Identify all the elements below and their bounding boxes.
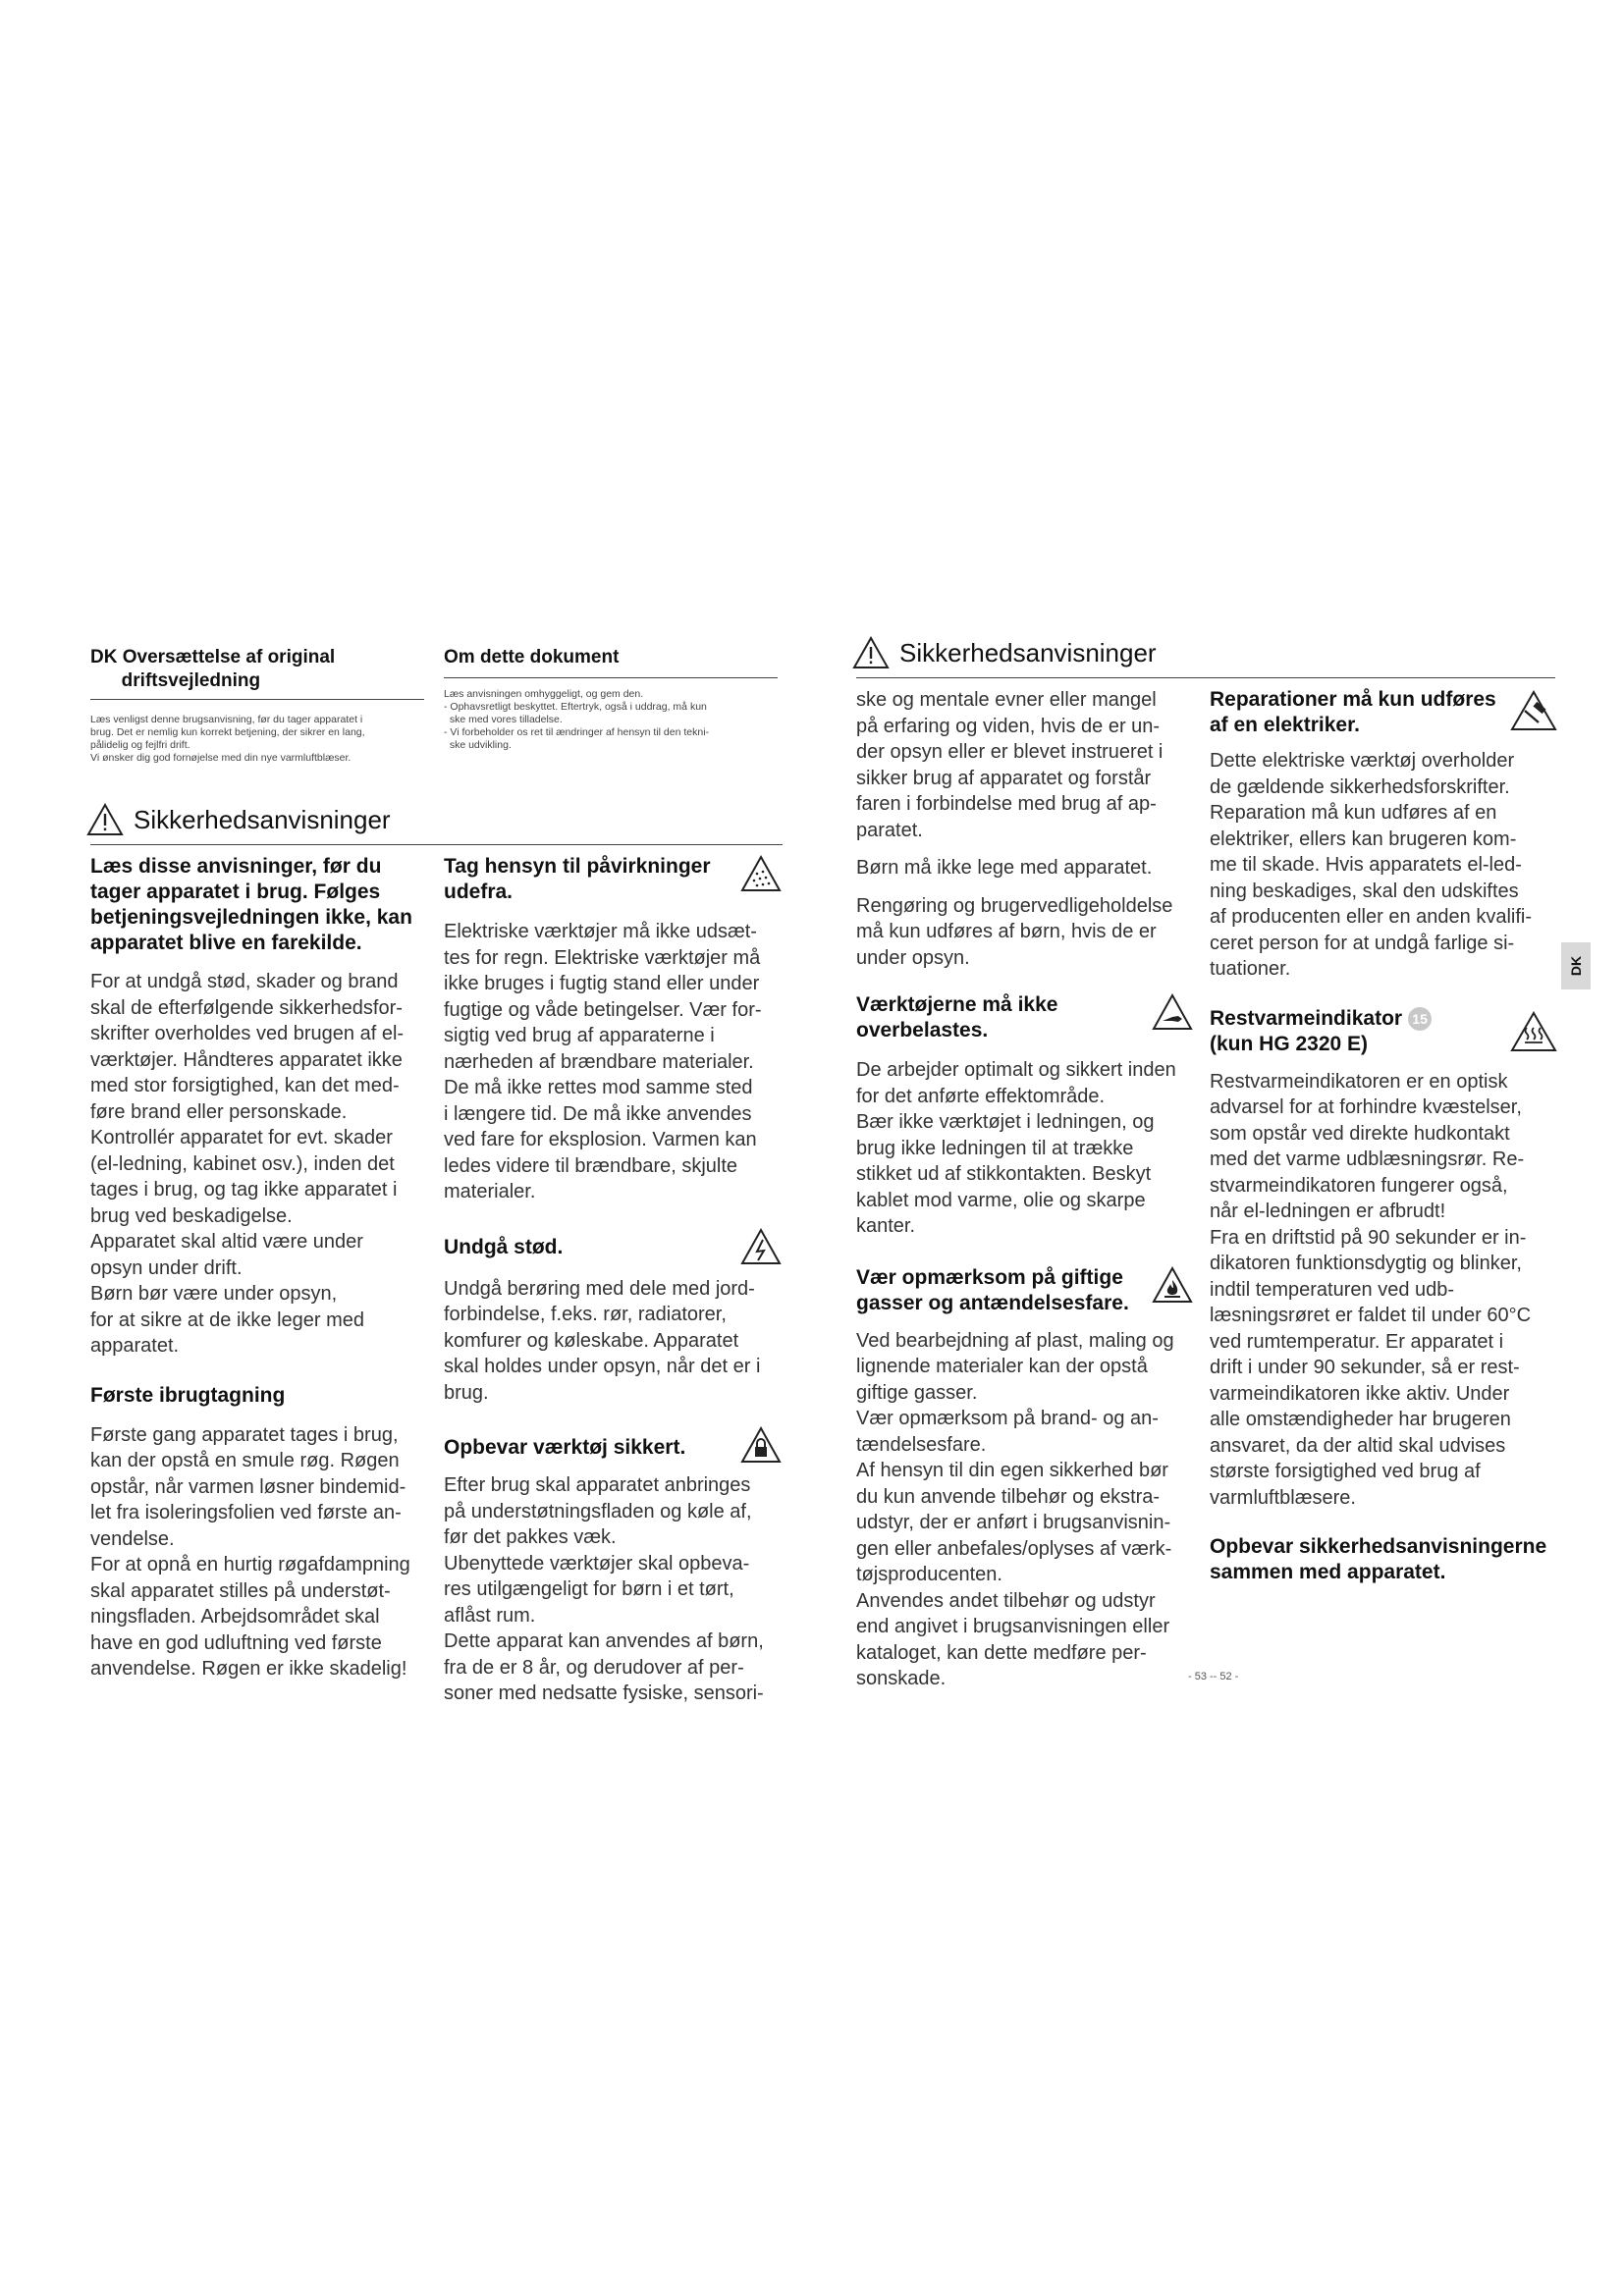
right-section-rule <box>856 677 1555 678</box>
warning-icon <box>852 636 890 669</box>
hot-surface-icon <box>1509 1010 1558 1053</box>
header-rule-1 <box>90 699 424 700</box>
right-col1 <box>856 687 1200 1692</box>
page-numbers: - 53 -- 52 - <box>1188 1671 1239 1682</box>
residual-text: Restvarmeindikatoren er en optisk advarsel for at forhindre kvæstelser, som opstår ved direkte hudkontakt med det varme udblæsningsrør. Re- stvarmeindikatoren fungerer også, når el-ledningen er afbrudt! Fra en driftstid på 90 sekunder er in- dikatoren funktionsdygtig og blinker, indtil temperaturen ved udb- læsningsrøret er faldet til under 60°C ved rumtemperatur. Er apparatet i drift i under 90 sekunder, så er rest- varmeindikatoren ikke aktiv. Under alle omstændigheder har brugeren ansvaret, da der altid skal udvises største forsigtighed ved brug af varmluftblæsere. <box>1210 1070 1532 1509</box>
repair-text: Dette elektriske værktøj overholder de gældende sikkerhedsforskrifter. Reparation må kun udføres af en elektriker, ellers kan brugeren kom- me til skade. Hvis apparatets el-led- ning beskadiges, skal den udskiftes af producenten eller en anden kvalifi- ceret person for at undgå farlige si- tuationer. <box>1210 750 1532 980</box>
residual-subheading: (kun HG 2320 E) <box>1210 1032 1369 1055</box>
gas-header <box>856 1265 1200 1316</box>
overload-header <box>856 992 1200 1043</box>
shock-header <box>444 1227 783 1266</box>
header-about-document <box>444 646 778 669</box>
left-col1 <box>90 854 429 1682</box>
residual-heading-text: Restvarmeindikator <box>1210 1006 1403 1030</box>
about-title: Om dette dokument <box>444 647 620 667</box>
electric-shock-icon <box>739 1227 783 1266</box>
header-translation <box>90 646 405 693</box>
left-section-title <box>86 803 391 836</box>
residual-heading <box>1210 1006 1432 1032</box>
overload-text: De arbejder optimalt og sikkert inden for det anførte effektområde. Bær ikke værktøjet i ledningen, og brug ikke ledningen til at trække stikket ud af stikkontakten. Beskyt kablet mod varme, olie og skarpe kanter. <box>856 1059 1176 1237</box>
left-section-title-text: Sikkerhedsanvisninger <box>134 804 391 834</box>
first-use-heading: Første ibrugtagning <box>90 1383 286 1407</box>
left-section-rule <box>90 844 783 845</box>
shock-text: Undgå berøring med dele med jord- forbindelse, f.eks. rør, radiatorer, komfurer og køleskabe. Apparatet skal holdes under opsyn, når det er i brug. <box>444 1277 761 1404</box>
warning-icon <box>86 803 124 836</box>
store-text: Efter brug skal apparatet anbringes på understøtningsfladen og køle af, før det pakkes væk. Ubenyttede værktøjer skal opbeva- res utilgængeligt for børn i et tørt, aflåst rum. Dette apparat kan anvendes af børn, fra de er 8 år, og derudover af per- soner med nedsatte fysiske, sensori- <box>444 1474 764 1704</box>
intro-heading: Læs disse anvisninger, før du tager apparatet i brug. Følges betjeningsvejledningen ikke, kan apparatet blive en farekilde. <box>90 855 412 954</box>
weather-text: Elektriske værktøjer må ikke udsæt- tes for regn. Elektriske værktøjer må ikke bruges i fugtig stand eller under fugtige og våde betingelser. Vær for- sigtig ved brug af apparaterne i nærheden af brændbare materialer. De må ikke rettes mod samme sted i længere tid. De må ikke anvendes ved fare for eksplosion. Varmen kan ledes videre til brændbare, skjulte materialer. <box>444 921 762 1202</box>
shock-heading: Undgå stød. <box>444 1235 564 1258</box>
cleaning-text: Rengøring og brugervedligeholdelse må kun udføres af børn, hvis de er under opsyn. <box>856 894 1173 969</box>
residual-header <box>1210 1006 1558 1057</box>
weather-heading: Tag hensyn til påvirkninger udefra. <box>444 855 711 903</box>
right-section-title-text: Sikkerhedsanvisninger <box>899 637 1157 667</box>
translation-intro: Læs venligst denne brugsanvisning, før du tager apparatet i brug. Det er nemlig kun korrekt betjening, der sikrer en lang, pålidelig og fejlfri drift. Vi ønsker dig god fornøjelse med din nye varmluftblæser. <box>90 714 365 764</box>
capability-text: ske og mentale evner eller mangel på erfaring og viden, hvis de er un- der opsyn eller er blevet instrueret i sikker brug af apparatet og forstår faren i forbindelse med brug af ap- paratet. <box>856 689 1164 841</box>
store-heading: Opbevar værktøj sikkert. <box>444 1436 686 1459</box>
translation-title: DK Oversættelse af original driftsvejledning <box>90 647 336 691</box>
children-text: Børn må ikke lege med apparatet. <box>856 857 1153 879</box>
figure-reference-badge: 15 <box>1408 1007 1432 1031</box>
gas-text: Ved bearbejdning af plast, maling og lignende materialer kan der opstå giftige gasser. Vær opmærksom på brand- og an- tændelsesfare. Af hensyn til din egen sikkerhed bør du kun anvende tilbehør og ekstra- udstyr, der er anført i brugsanvisnin- gen eller anbefales/oplyses af værk- tøjsproducenten. Anvendes andet tilbehør og udstyr end angivet i brugsanvisningen eller kataloget, kan dette medføre per- sonskade. <box>856 1329 1174 1689</box>
first-use-text: Første gang apparatet tages i brug, kan der opstå en smule røg. Røgen opstår, når varmen løsner bindemid- let fra isoleringsfolien ved første an- vendelse. For at opnå en hurtig røgafdampning skal apparatet stilles på understøt- ningsfladen. Arbejdsområdet skal have en god udluftning ved første anvendelse. Røgen er ikke skadelig! <box>90 1423 410 1680</box>
repair-hammer-icon <box>1509 689 1558 732</box>
weather-header <box>444 854 783 905</box>
header-rule-2 <box>444 677 778 678</box>
store-header <box>444 1425 783 1465</box>
repair-heading: Reparationer må kun udføres af en elektriker. <box>1210 688 1496 736</box>
right-section-title <box>852 636 1157 669</box>
left-col2 <box>444 854 783 1707</box>
lock-warning-icon <box>739 1425 783 1465</box>
about-text: Læs anvisningen omhyggeligt, og gem den. - Ophavsretligt beskyttet. Eftertryk, også i uddrag, må kun ske med vores tilladelse. - Vi forbeholder os ret til ændringer af hensyn til den tekni- ske udvikling. <box>444 688 710 751</box>
intro-text: For at undgå stød, skader og brand skal de efterfølgende sikkerhedsfor- skrifter overholdes ved brugen af el- værktøjer. Håndteres apparatet ikke med stor forsigtighed, kan det med- føre brand eller personskade. Kontrollér apparatet for evt. skader (el-ledning, kabinet osv.), inden det tages i brug, og tag ikke apparatet i brug ved beskadigelse. Apparatet skal altid være under opsyn under drift. Børn bør være under opsyn, for at sikre at de ikke leger med apparatet. <box>90 971 405 1357</box>
keep-instructions-heading: Opbevar sikkerhedsanvisningerne sammen med apparatet. <box>1210 1535 1547 1583</box>
overload-heading: Værktøjerne må ikke overbelastes. <box>856 993 1058 1041</box>
right-col2 <box>1210 687 1558 1585</box>
repair-header <box>1210 687 1558 738</box>
overload-warning-icon <box>1151 992 1194 1032</box>
gas-heading: Vær opmærksom på giftige gasser og antændelsesfare. <box>856 1265 1129 1314</box>
language-tab-label: DK <box>1568 955 1584 977</box>
language-tab <box>1561 942 1591 989</box>
fire-hazard-icon <box>1151 1265 1194 1305</box>
rain-warning-icon <box>739 854 783 893</box>
